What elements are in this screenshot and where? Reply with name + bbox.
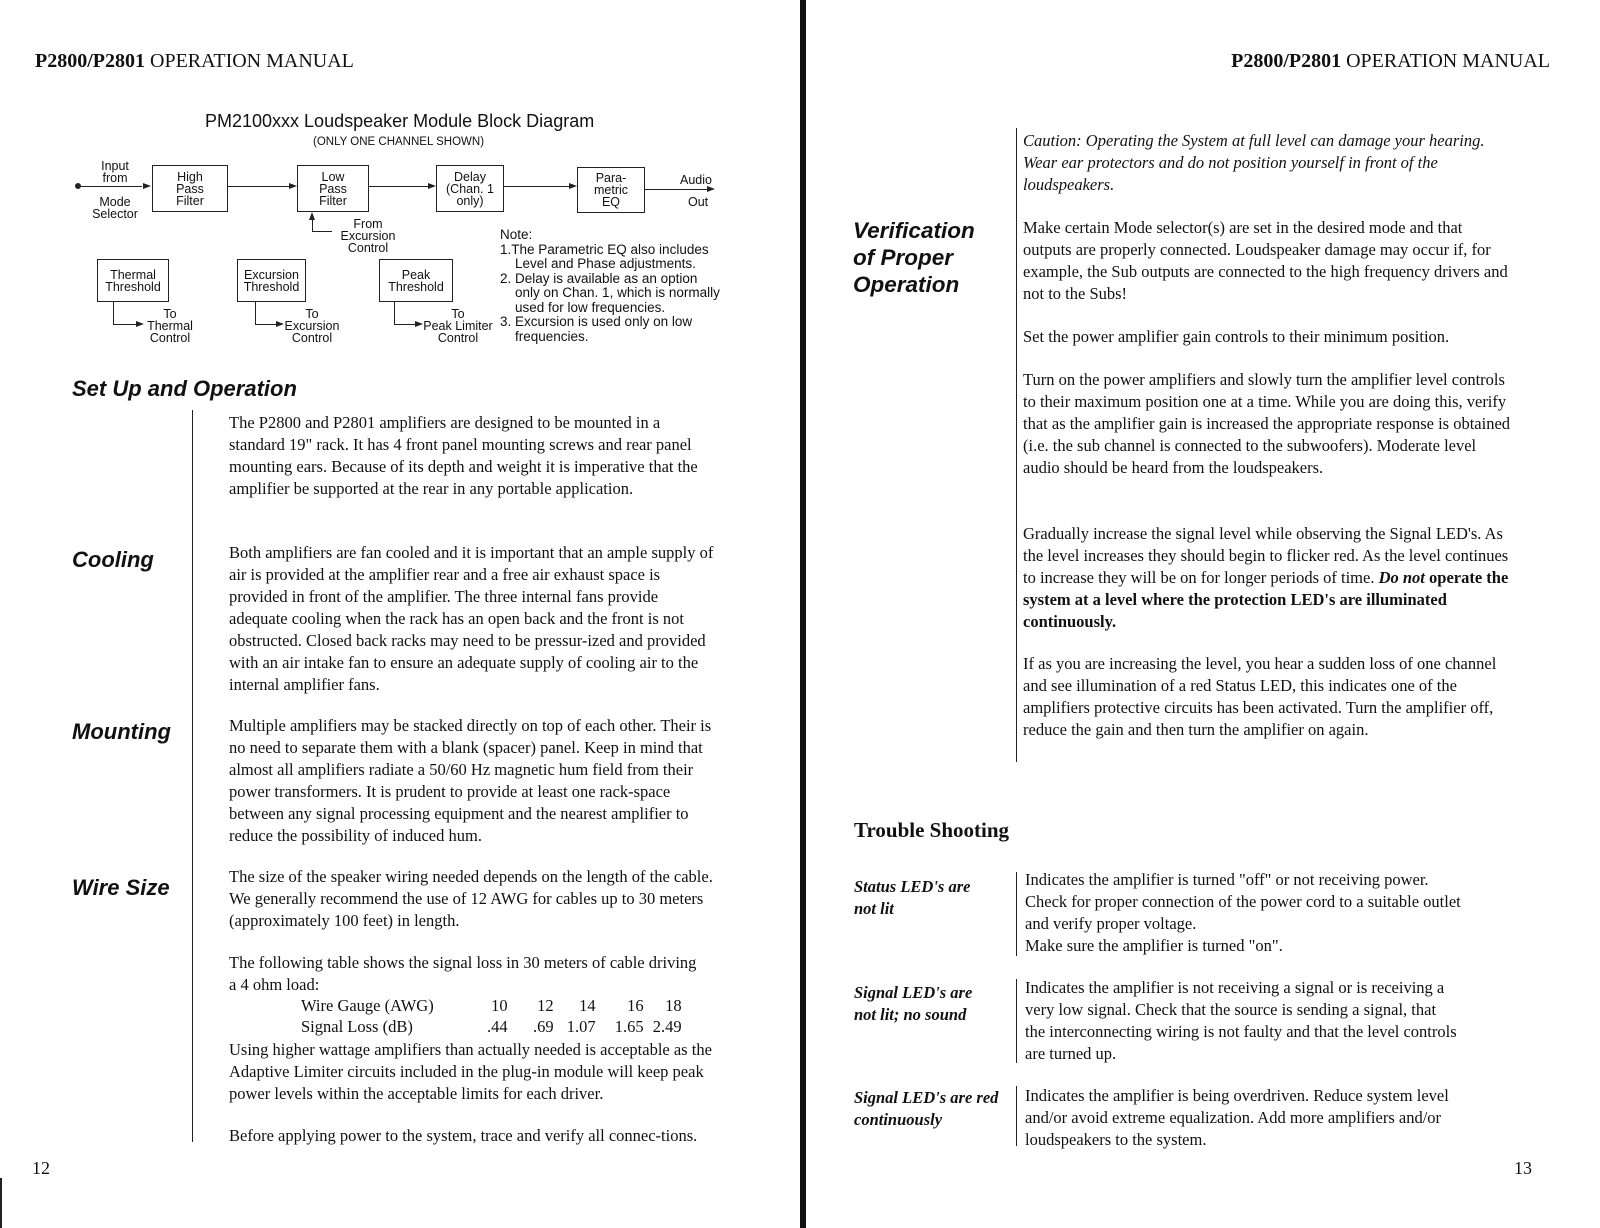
trouble-item-description: Indicates the amplifier is turned "off" or not receiving power. Check for proper connection of the power cord to a suitable outlet and verify proper voltage. Make sure the amplifier is turned "on". (1025, 870, 1461, 955)
trouble-item-heading: Status LED's are not lit (854, 877, 971, 918)
connector-line (113, 302, 114, 324)
mounting-paragraph: Multiple amplifiers may be stacked directly on top of each other. Their is no need to separate them with a blank (spacer) panel. Keep in mind that almost all amplifiers radiate a 50/60 Hz magnetic hum field from their power transformers. It is prudent to provide at least one rack-space between any signal processing equipment and the nearest amplifier to reduce the possibility of induced hum. (229, 716, 712, 845)
low-pass-filter-box: Low Pass Filter (297, 165, 369, 212)
margin-rule (1016, 872, 1017, 956)
arrow (143, 183, 151, 189)
excursion-threshold-box: Excursion Threshold (237, 259, 306, 302)
to-peak-limiter-label: To Peak Limiter Control (423, 307, 493, 345)
trouble-item-description: Indicates the amplifier is not receiving a signal or is receiving a very low signal. Check that the source is sending a signal, that the interconnecting wiring is not faulty and that the level controls are turned up. (1025, 978, 1457, 1063)
verification-paragraph-4: Gradually increase the signal level while observing the Signal LED's. As the level increases they should begin to flicker red. As the level continues to increase they will be on for longer periods of time. Do not operate the system at a level where the protection LED's are illuminated continuously. (1023, 524, 1509, 631)
margin-rule (1016, 979, 1017, 1063)
verification-heading: Verification of Proper Operation (853, 218, 975, 297)
connector-line (394, 324, 416, 325)
connector-line (312, 219, 313, 231)
connector-line (645, 189, 707, 190)
section-title: Set Up and Operation (72, 376, 297, 401)
delay-box: Delay (Chan. 1 only) (436, 165, 504, 212)
final-paragraph: Before applying power to the system, trace and verify all connec-tions. (229, 1126, 698, 1145)
connector-line (228, 186, 289, 187)
high-pass-filter-box: High Pass Filter (152, 165, 228, 212)
connector-line (113, 324, 137, 325)
arrow (289, 183, 297, 189)
wire-size-heading: Wire Size (72, 875, 170, 900)
connector-line (80, 186, 142, 187)
page-edge-mark (0, 1178, 2, 1228)
arrow (569, 183, 577, 189)
out-label: Out (688, 195, 709, 209)
signal-loss-row: Signal Loss (dB) .44 .69 1.07 1.65 2.49 (301, 1017, 682, 1036)
verification-paragraph-5: If as you are increasing the level, you hear a sudden loss of one channel and see illumination of a red Status LED, this indicates one of the amplifiers protective circuits has been activated. Turn the amplifier off, reduce the gain and then turn the amplifier on again. (1023, 654, 1497, 739)
cooling-heading: Cooling (72, 547, 154, 572)
caution-paragraph: Caution: Operating the System at full level can damage your hearing. Wear ear protectors and do not position yourself in front of the loudspeakers. (1023, 131, 1485, 194)
trouble-item-heading: Signal LED's are red continuously (854, 1088, 999, 1129)
margin-rule (192, 410, 193, 1142)
connector-line (369, 186, 428, 187)
thermal-threshold-box: Thermal Threshold (97, 259, 169, 302)
from-excursion-label: From Excursion Control (340, 217, 396, 255)
page-number: 13 (1514, 1158, 1532, 1178)
trouble-item-description: Indicates the amplifier is being overdriven. Reduce system level and/or avoid extreme equalization. Add more amplifiers and/or loudspeakers to the system. (1025, 1086, 1449, 1149)
connector-line (255, 324, 277, 325)
arrow (428, 183, 436, 189)
parametric-eq-box: Para- metric EQ (577, 167, 645, 213)
connector-line (255, 302, 256, 324)
mounting-heading: Mounting (72, 719, 171, 744)
left-page-header: P2800/P2801 OPERATION MANUAL (35, 50, 354, 72)
margin-rule (1016, 1086, 1017, 1146)
connector-line (504, 186, 569, 187)
wire-gauge-row: Wire Gauge (AWG) 10 12 14 16 18 (301, 996, 682, 1015)
peak-threshold-box: Peak Threshold (379, 259, 453, 302)
audio-label: Audio (680, 173, 712, 187)
connector-line (394, 302, 395, 324)
wire-after-table-paragraph: Using higher wattage amplifiers than actually needed is acceptable as the Adaptive Limiter circuits included in the plug-in module will keep peak power levels within the acceptable limits for each driver. (229, 1040, 712, 1103)
trouble-shooting-title: Trouble Shooting (854, 818, 1010, 842)
margin-rule (1016, 128, 1017, 762)
mode-selector-label: Mode Selector (92, 195, 138, 221)
arrow (707, 186, 715, 192)
to-excursion-label: To Excursion Control (284, 307, 340, 345)
wire-size-paragraph: The size of the speaker wiring needed depends on the length of the cable. We generally recommend the use of 12 AWG for cables up to 30 meters (approximately 100 feet) in length. (229, 867, 713, 930)
diagram-notes: Note: 1.The Parametric EQ also includes Level and Phase adjustments. 2. Delay is available as an option only on Chan. 1, which is normally used for low frequencies. 3. Excursion is used only on low frequencies. (500, 227, 720, 344)
input-label: Input from (101, 159, 129, 185)
setup-intro-paragraph: The P2800 and P2801 amplifiers are designed to be mounted in a standard 19" rack. It has 4 front panel mounting screws and rear panel mounting ears. Because of its depth and weight it is imperative that the amplifier be supported at the rear in any portable application. (229, 413, 698, 498)
verification-paragraph-2: Set the power amplifier gain controls to their minimum position. (1023, 327, 1450, 346)
arrow (415, 321, 423, 327)
verification-paragraph-1: Make certain Mode selector(s) are set in the desired mode and that outputs are properly connected. Loudspeaker damage may occur if, for example, the Sub outputs are connected to the high frequency drivers and not to the Subs! (1023, 218, 1508, 303)
wire-table-intro: The following table shows the signal loss in 30 meters of cable driving a 4 ohm load: (229, 953, 697, 994)
right-page (806, 0, 1600, 1228)
to-thermal-label: To Thermal Control (147, 307, 193, 345)
trouble-item-heading: Signal LED's are not lit; no sound (854, 983, 973, 1024)
page-number: 12 (32, 1158, 50, 1178)
cooling-paragraph: Both amplifiers are fan cooled and it is important that an ample supply of air is provided at the amplifier rear and a free air exhaust space is provided in front of the amplifier. The three internal fans provide adequate cooling when the rack has an open back and the front is not obstructed. Closed back racks may need to be pressur-ized and provided with an air intake fan to ensure an adequate supply of cooling air to the internal amplifier fans. (229, 543, 714, 694)
right-page-header: P2800/P2801 OPERATION MANUAL (1231, 50, 1550, 72)
connector-line (312, 231, 332, 232)
verification-paragraph-3: Turn on the power amplifiers and slowly turn the amplifier level controls to their maximum position one at a time. While you are doing this, verify that as the amplifier gain is increased the appropriate response is obtained (i.e. the sub channel is connected to the subwoofers). Moderate level audio should be heard from the loudspeakers. (1023, 370, 1511, 477)
diagram-title: PM2100xxx Loudspeaker Module Block Diagram (205, 111, 595, 131)
wire-gauge-table (229, 995, 709, 1037)
diagram-subtitle: (ONLY ONE CHANNEL SHOWN) (313, 136, 485, 148)
